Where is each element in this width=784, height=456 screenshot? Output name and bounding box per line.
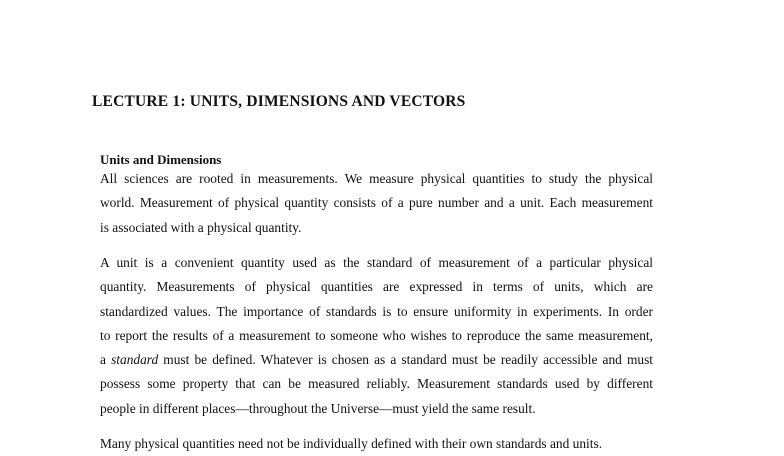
paragraph-2-line: to report the results of a measurement to someone who wishes to reproduce the same measurement,: [100, 327, 653, 343]
paragraph-2-line: quantity. Measurements of physical quantities are expressed in terms of units, which are: [100, 279, 653, 295]
paragraph-2-line: people in different places—throughout the Universe—must yield the same result.: [100, 400, 536, 416]
section-heading: Units and Dimensions: [100, 152, 222, 167]
paragraph-2-text: must be defined. Whatever is chosen as a standard must be readily accessible and must: [158, 352, 653, 368]
paragraph-2: [100, 251, 653, 421]
paragraph-2-line: possess some property that can be measured reliably. Measurement standards used by different: [100, 376, 653, 392]
emphasized-term: standard: [111, 352, 159, 368]
paragraph-1-line: is associated with a physical quantity.: [100, 219, 302, 235]
paragraph-3-partial: [100, 432, 653, 456]
paragraph-1-line: world. Measurement of physical quantity consists of a pure number and a unit. Each measurement: [100, 195, 653, 211]
lecture-title: LECTURE 1: UNITS, DIMENSIONS AND VECTORS: [92, 93, 466, 110]
paragraph-2-line: standardized values. The importance of standards is to ensure uniformity in experiments. In order: [100, 303, 653, 319]
paragraph-1: [100, 167, 653, 240]
paragraph-1-line: All sciences are rooted in measurements. We measure physical quantities to study the physical: [100, 171, 653, 186]
paragraph-2-line: A unit is a convenient quantity used as the standard of measurement of a particular physical: [100, 255, 653, 270]
paragraph-2-text: a: [100, 352, 112, 368]
paragraph-2-line: [100, 348, 653, 372]
paragraph-3-line: Many physical quantities need not be individually defined with their own standards and units.: [100, 436, 603, 451]
